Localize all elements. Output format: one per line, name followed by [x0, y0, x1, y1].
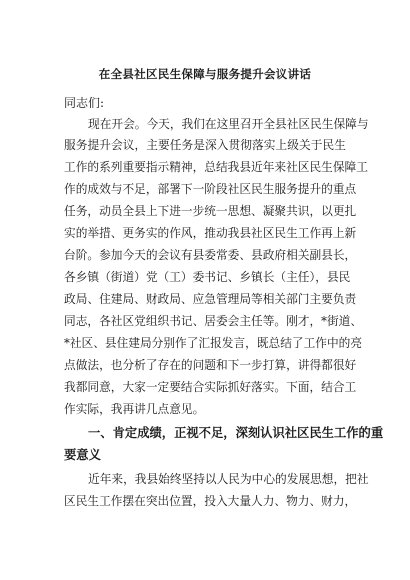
paragraph-line: 点做法，也分析了存在的问题和下一步打算，讲得都很好	[64, 358, 357, 372]
paragraph-line: 作实际，我再讲几点意见。	[64, 402, 205, 416]
salutation: 同志们:	[64, 96, 105, 110]
paragraph-line: 作的成效与不足，部署下一阶段社区民生服务提升的重点	[64, 182, 357, 196]
paragraph-line: 实的举措、更务实的作风，推动我县社区民生工作再上新	[64, 226, 357, 240]
paragraph-line: 近年来，我县始终坚持以人民为中心的发展思想，把社	[88, 472, 369, 486]
paragraph-line: 各乡镇（街道）党（工）委书记、乡镇长（主任），县民	[64, 270, 351, 284]
paragraph-line: 同志，各社区党组织书记、居委会主任等。刚才，*街道、	[64, 314, 363, 328]
paragraph-line: *社区、县住建局分别作了汇报发言，既总结了工作中的亮	[64, 336, 363, 350]
paragraph-line: 台阶。参加今天的会议有县委常委、县政府相关副县长，	[64, 248, 357, 262]
paragraph-line: 我都同意，大家一定要结合实际抓好落实。下面，结合工	[64, 380, 357, 394]
paragraph-line: 现在开会。今天，我们在这里召开全县社区民生保障与	[88, 117, 369, 131]
paragraph-line: 区民生工作摆在突出位置，投入大量人力、物力、财力，	[64, 494, 357, 508]
paragraph-line: 服务提升会议，主要任务是深入贯彻落实上级关于民生	[64, 138, 346, 152]
section-heading: 一、肯定成绩，正视不足，深刻认识社区民生工作的重	[88, 426, 384, 440]
document-title: 在全县社区民生保障与服务提升会议讲话	[98, 67, 312, 81]
section-heading: 要意义	[64, 448, 101, 462]
paragraph-line: 政局、住建局、财政局、应急管理局等相关部门主要负责	[64, 292, 357, 306]
paragraph-line: 任务，动员全县上下进一步统一思想、凝聚共识，以更扎	[64, 204, 357, 218]
paragraph-line: 工作的系列重要指示精神，总结我县近年来社区民生保障工	[64, 160, 368, 174]
